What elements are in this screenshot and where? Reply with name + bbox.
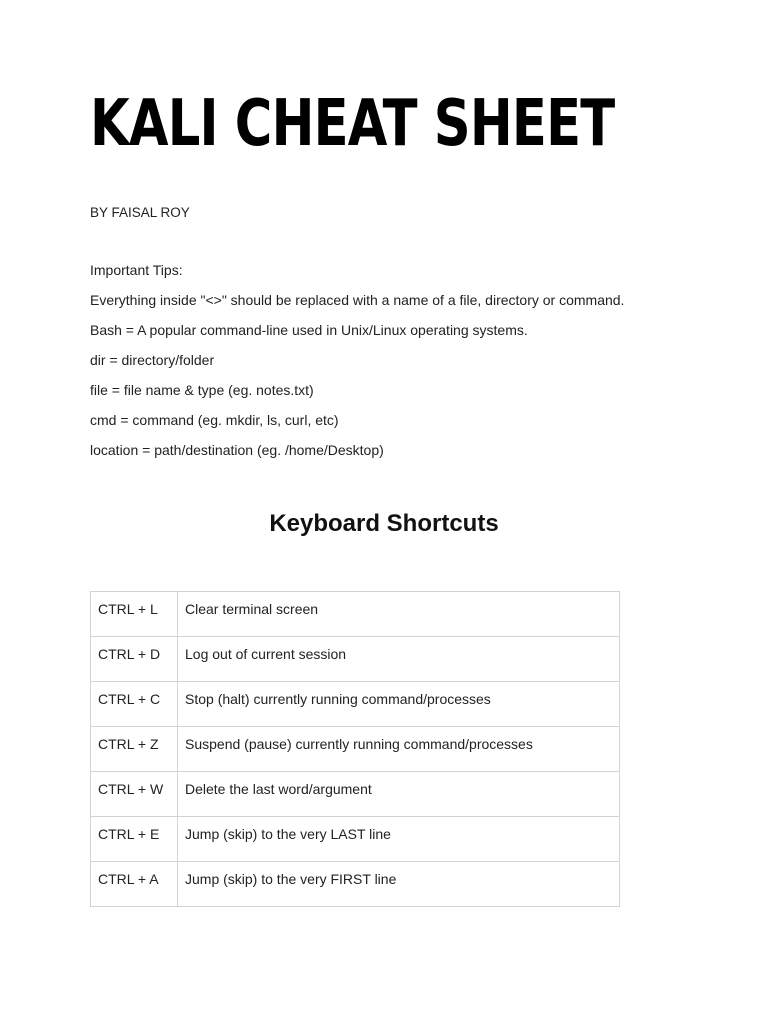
- table-row: [91, 637, 620, 682]
- shortcut-description: Jump (skip) to the very LAST line: [178, 817, 620, 862]
- tip-item: dir = directory/folder: [90, 352, 215, 368]
- tip-item: Everything inside "<>" should be replaced with a name of a file, directory or command.: [90, 292, 625, 308]
- tip-item: cmd = command (eg. mkdir, ls, curl, etc): [90, 412, 339, 428]
- table-row: [91, 772, 620, 817]
- shortcut-key: CTRL + D: [91, 637, 178, 682]
- section-heading: Keyboard Shortcuts: [269, 510, 499, 537]
- shortcut-key: CTRL + L: [91, 592, 178, 637]
- shortcut-key: CTRL + E: [91, 817, 178, 862]
- shortcut-key: CTRL + Z: [91, 727, 178, 772]
- table-row: [91, 682, 620, 727]
- tip-item: location = path/destination (eg. /home/Desktop): [90, 442, 384, 458]
- tip-item: Bash = A popular command-line used in Unix/Linux operating systems.: [90, 322, 528, 338]
- shortcut-key: CTRL + W: [91, 772, 178, 817]
- shortcut-description: Suspend (pause) currently running command/processes: [178, 727, 620, 772]
- author-byline: BY FAISAL ROY: [90, 205, 190, 220]
- shortcut-key: CTRL + A: [91, 862, 178, 907]
- table-row: [91, 862, 620, 907]
- table-row: [91, 817, 620, 862]
- shortcuts-table: [90, 591, 620, 907]
- shortcut-key: CTRL + C: [91, 682, 178, 727]
- tip-item: file = file name & type (eg. notes.txt): [90, 382, 314, 398]
- shortcut-description: Delete the last word/argument: [178, 772, 620, 817]
- shortcut-description: Jump (skip) to the very FIRST line: [178, 862, 620, 907]
- shortcut-description: Clear terminal screen: [178, 592, 620, 637]
- shortcut-description: Log out of current session: [178, 637, 620, 682]
- tips-heading: Important Tips:: [90, 262, 183, 278]
- tips-list: [90, 262, 624, 472]
- table-row: [91, 727, 620, 772]
- shortcut-description: Stop (halt) currently running command/processes: [178, 682, 620, 727]
- table-row: [91, 592, 620, 637]
- document-title: KALI CHEAT SHEET: [90, 87, 615, 161]
